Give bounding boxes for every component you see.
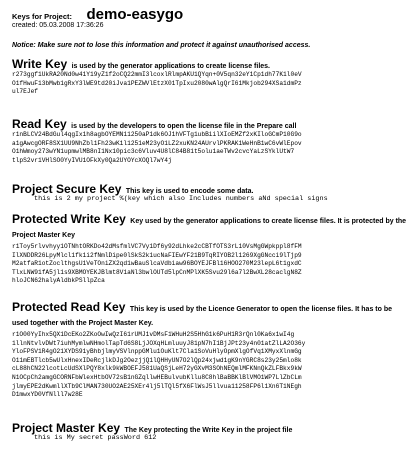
protected-write-key-line: hloJCN62halyAldbkPSllpZca: [12, 277, 105, 285]
protected-read-key-description: This key is used by the Licence Generator to open the license files. It has to be used together with the Project Master Key.: [12, 306, 393, 327]
protected-read-key-line: r1O00YyIhx5QX1DcEKo2ZKoOwIwQzI61rUMJ1vDMsF1WHuH2S5HhG1k6PuH1R3rQnl0Ka6x1wI4g: [12, 331, 295, 338]
master-key-description: The Key protecting the Write Key in the project file: [124, 427, 293, 434]
notice-text: Notice: Make sure not to lose this information and protect it against unauthorised access.: [12, 42, 311, 49]
secure-key-description: This key is used to encode some data.: [125, 188, 254, 195]
protected-read-key-line: O11mEBTlcb5wUlxHnexIDeRcjlkDJg2OezjjQ1lQHHyUN7O2lQp24xjwd1gK9nYGRC8s23y25mlo8k: [12, 356, 302, 364]
write-key-line: r273ggf1UkRA20Nd0w41Y19yZ1f2oCQ22mmI3lcoxlRlmpAKU1QYqn+0V5qn32eY1Cp1dh77K1l0eV: [12, 71, 302, 78]
read-key-line: O1hWmoy273wYN1upmwlMB8nI1Nx10pic3c6Vluv4U8lC84B81t5olu1aeTWv2cvcYaLzSYklUtW7: [12, 148, 295, 156]
read-key-line: a1gAwcgORF8SX1UU9NhZbl1Fh23wK1l1251eM23yO1LZ2xuKN24AUrvlPKRAK1WeHnB1wC6vWlEpov: [12, 139, 302, 147]
master-key-value: this is My secret passWord 612: [34, 434, 157, 442]
write-key-title: Write Key: [12, 57, 68, 71]
project-name: demo-easygo: [86, 6, 184, 23]
read-key-description: is used by the developers to open the license file in the Prepare call: [71, 123, 297, 130]
protected-read-key-line: N1OCpCh2amgGCORNFbWlexHtbOV72sB1nGZqllwHEBulvubKllu8C8hlBaBBKlBlVMO1WP7LlZbCLm: [12, 373, 302, 381]
write-key-line: ul7EJef: [12, 88, 38, 96]
protected-write-key-line: IlXNDDR26LpyMlcl1fk1i2fNmlDipe0lSkS2k1ucNaFIEwYF21B9TqRIYOB2l1269XgGNcci9lTjp9: [12, 251, 302, 259]
protected-write-key-description: Key used by the generator applications to create license files. It is protected by the Project Master Key: [12, 218, 407, 239]
protected-write-key-line: TlxLNW91fA5jl1s9XBMOYEKJBlmt8V1aNl3bwlOUTd5lpCnMPlXK5Svu29l6a7l2BwXL28caclgN8Z: [12, 268, 302, 276]
read-key-title: Read Key: [12, 117, 67, 131]
protected-read-key-line: cL88hCN22lcotLcUdSXlPQY8xlk9kWBOEFJ581UaQSjLeH72yGXvM3SOhNEQmlMFKNnQkZLFBkx9kW: [12, 365, 302, 373]
protected-write-key-line: M2atfaR1otZoclthgsU1VeTOniZX2qd1wBauSlcaVdbiaw96BOYEJFBl16HOO270M23lepL6t1gxdC: [12, 260, 302, 268]
read-key-line: tlpS2vr1VHlSO0YyIVU1OFkXy0Qa2UYOYcXOQl7wY4j: [12, 156, 172, 164]
protected-read-key-line: D1mwxYD0VfNlll7w28E: [12, 391, 83, 399]
write-key-line: O1fHwuF13bMwb1gRxY3lWE9td20iJva1PEZWVlEtzX01TpIxu2080wAlgQrI61Mkjob294XSa1dmPz: [12, 79, 302, 87]
protected-write-key-line: r1Toy5rlvvhyy1OTNhtORKDo42dMsfmlVC7Vy1Df6y92dLhke2cCBTfOTS3rL10VsMgGWpkppl8fFM: [12, 243, 302, 250]
created-timestamp: created: 05.03.2008 17:36:26: [12, 22, 104, 29]
protected-write-key-heading: [12, 213, 407, 241]
write-key-description: is used by the generator applications to create license files.: [71, 63, 270, 70]
secure-key-value: this is 2 my project %(key which also Includes numbers aNd special signs: [34, 195, 328, 203]
protected-read-key-line: 1llnNtvlvDWt7iuhMymlwNHmolTapTd6S8LjJOXqHLmluuyJ81pN7hI1BjJPt23y4n01atZlLA2O36y: [12, 339, 306, 347]
secure-key-title: Project Secure Key: [12, 182, 122, 196]
master-key-title: Project Master Key: [12, 421, 121, 435]
protected-read-key-block: [12, 331, 305, 400]
write-key-block: [12, 71, 302, 97]
protected-read-key-line: jlmyEPE2dKwmllXTb9ClMAN730UO2AE25XEr4lj5lTQl5fX6FlWsJ5llvua11258FP6l1Xn6T1NEgh: [12, 382, 302, 390]
protected-write-key-block: [12, 243, 302, 286]
protected-read-key-heading: [12, 301, 407, 329]
protected-read-key-line: YloFPSV1R4gO21XYDS91yBhbjlmyVSVlnppGMlu1OuKlt7Cla1SoVuHlyOpmXlgOfVq1XMyxXlnmGg: [12, 348, 302, 356]
keys-for-project-label: Keys for Project:: [12, 12, 73, 21]
read-key-line: r1nBLCV24BdGul4qgIx1h8agbOYEMN11250aP1dk6OJ1hVFTg1ubBiilXIoEMZf2xKIloGCmP10G9o: [12, 131, 302, 138]
protected-write-key-title: Protected Write Key: [12, 212, 126, 226]
read-key-block: [12, 131, 302, 165]
protected-read-key-title: Protected Read Key: [12, 300, 126, 314]
